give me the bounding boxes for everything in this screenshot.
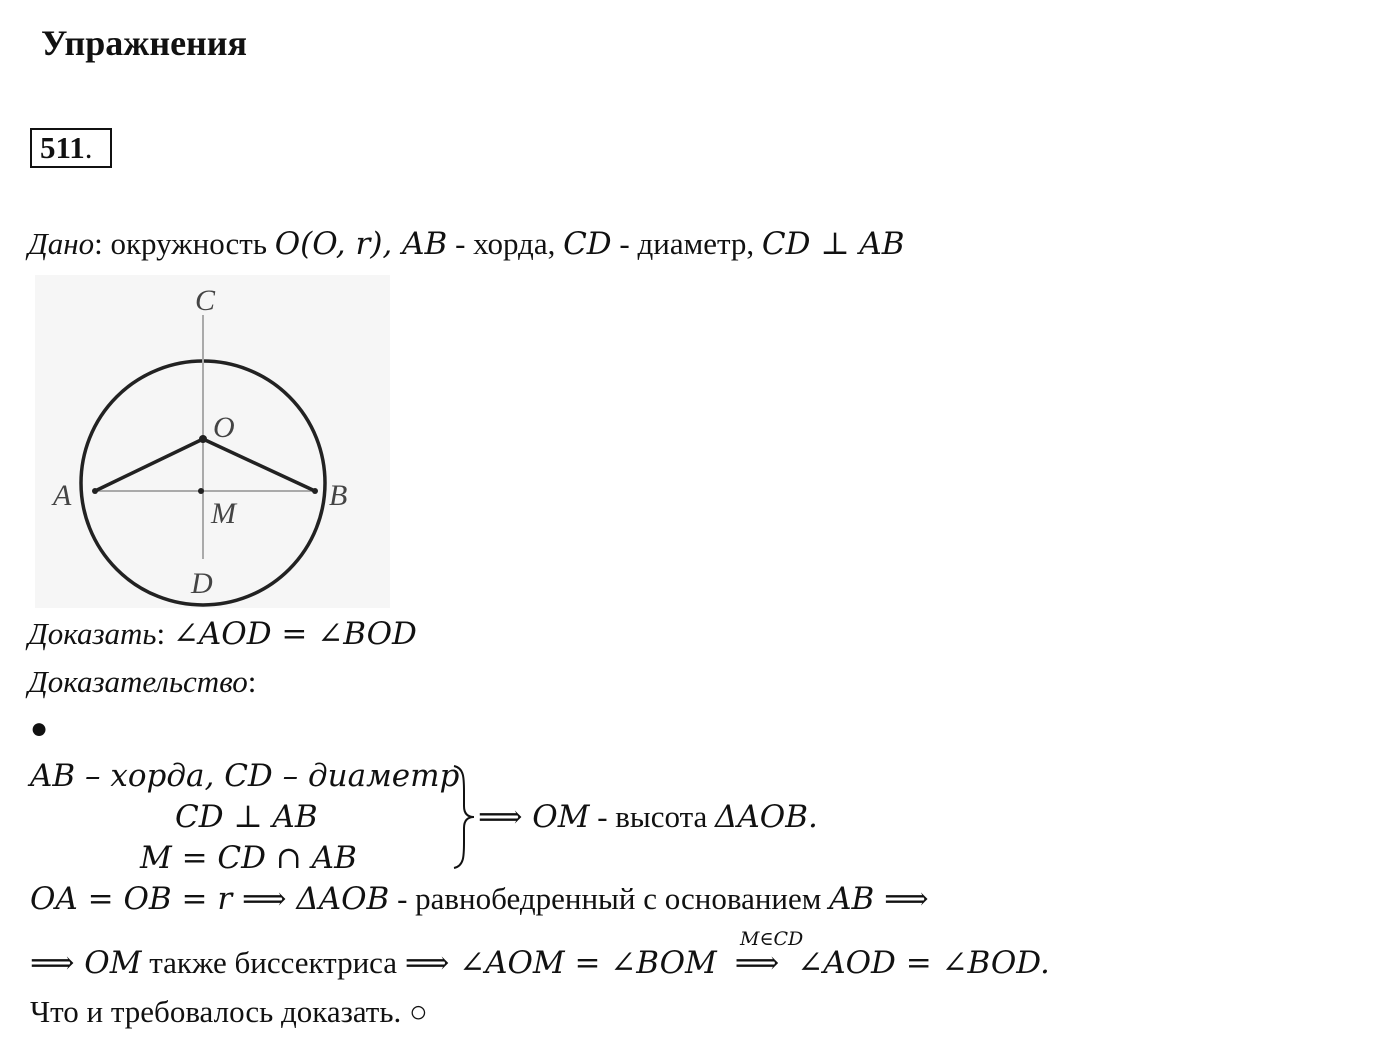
given-colon: : [94, 226, 111, 261]
given-perp: CD ⊥ AB [761, 226, 905, 262]
prove-statement: ∠AOD = ∠BOD [172, 616, 417, 652]
section-heading: Упражнения [41, 23, 248, 63]
exercise-number-value: 511 [40, 130, 85, 165]
exercise-number-dot: . [84, 130, 93, 165]
qed-line: Что и требовалось доказать. ○ [30, 994, 428, 1029]
label-d: D [191, 567, 213, 600]
system-brace [448, 764, 478, 870]
given-text-1: окружность [110, 226, 275, 261]
isosceles-math: OA = OB = r ⟹ ΔAOB [30, 881, 390, 917]
given-text-3: - диаметр, [611, 226, 762, 261]
isosceles-math-2: AB ⟹ [829, 881, 929, 917]
point-o [199, 435, 207, 443]
system-conclusion [478, 799, 818, 835]
conclusion-text: - высота [589, 799, 716, 834]
bisector-math-3: ∠AOD = ∠BOD. [797, 945, 1050, 981]
proof-line-isosceles [30, 881, 929, 917]
isosceles-text: - равнобедренный с основанием [389, 881, 830, 916]
system-line-3: M = CD ∩ AB [140, 840, 357, 876]
prove-line [28, 616, 417, 652]
prove-colon: : [156, 616, 173, 651]
system-line-1: AB – хорда, CD – диаметр [30, 758, 460, 794]
label-c: C [195, 284, 216, 317]
label-b: B [329, 479, 348, 512]
over-arrow-label: M∈CD [740, 928, 804, 950]
bisector-text: также биссектриса [141, 945, 405, 980]
bisector-arrow: ⟹ [734, 945, 780, 980]
given-text-2: - хорда, [447, 226, 564, 261]
bisector-math-2: ⟹ ∠AOM = ∠BOM [404, 945, 717, 981]
circle-figure [35, 275, 390, 608]
conclusion-triangle: ΔAOB. [715, 799, 818, 835]
proof-colon: : [247, 664, 257, 699]
proof-label: Доказательство [28, 664, 248, 699]
given-cd: CD [563, 226, 612, 262]
segment-ob [203, 439, 315, 491]
system-line-2: CD ⊥ AB [175, 799, 318, 835]
segment-oa [95, 439, 203, 491]
label-a: A [53, 479, 72, 512]
proof-bullet: ● [30, 712, 49, 745]
exercise-number [30, 128, 112, 168]
label-m: M [211, 497, 236, 530]
point-m [198, 488, 204, 494]
proof-line-bisector [30, 945, 1050, 981]
given-line [28, 226, 905, 262]
bisector-math: ⟹ OM [30, 945, 142, 981]
prove-label: Доказать [28, 616, 157, 651]
given-label: Дано [28, 226, 95, 261]
proof-heading [28, 664, 256, 700]
label-o: O [213, 411, 235, 444]
given-circle: O(O, r), AB [274, 226, 448, 262]
point-b [312, 488, 318, 494]
conclusion-arrow: ⟹ OM [478, 799, 590, 835]
point-a [92, 488, 98, 494]
